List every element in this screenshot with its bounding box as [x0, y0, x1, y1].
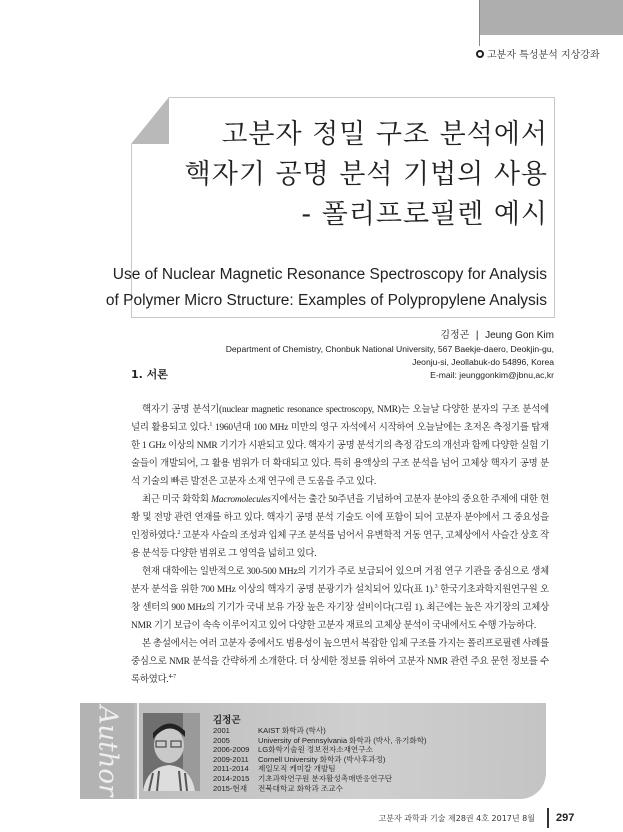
author-section	[0, 703, 623, 799]
paragraph: 본 총설에서는 여러 고분자 중에서도 범용성이 높으면서 복잡한 입체 구조를 가지는 폴리프로필렌 사례를 중심으로 NMR 분석을 간략하게 소개한다. 더 상세한 정보를 위하여 고분자 NMR 관련 주요 문헌 정보를 수록하였다.$^{4-7}$	[131, 639, 549, 685]
career-list	[213, 726, 427, 793]
affiliation-line-1: Department of Chemistry, Chonbuk National University, 567 Baekje-daero, Deokjin-gu,	[225, 344, 554, 354]
series-label-text: 고분자 특성분석 지상강좌	[487, 50, 600, 61]
career-item: 2006-2009 LG화학기술원 정보전자소재연구소	[213, 745, 373, 755]
title-korean-line-2: 핵자기 공명 분석 기법의 사용	[184, 159, 548, 190]
bullet-icon	[476, 50, 484, 58]
folded-corner-icon	[131, 97, 169, 144]
author-name-en: Jeung Gon Kim	[485, 330, 554, 341]
author-box-name: 김정곤	[213, 715, 241, 726]
series-label	[476, 46, 600, 61]
footer	[0, 808, 623, 832]
page-number: 297	[556, 812, 575, 824]
author-email: E-mail: jeunggonkim@jbnu,ac,kr	[430, 370, 554, 380]
career-item: 2009-2011 Cornell University 화학과 (박사후과정)	[213, 754, 386, 764]
paragraph: 최근 미국 화학회 Macromolecules지에서는 출간 50주년을 기념하여 고분자 분야의 중요한 주제에 대한 현황 및 전망 관련 연재를 하고 있다. 핵자기 공명 분석 기술도 이에 포함이 되어 고분자 분야에서 그 중요성을 인정하였다.$^2$ 고분자 사슬의 조성과 입체 구조 분석를 넘어서 유변학적 거동 연구, 고체상에서 사슬간 상호 작용 분석등 다양한 범위로 그 영역을 넓히고 있다.	[131, 495, 549, 559]
main-flow	[0, 401, 623, 832]
byline-separator: |	[475, 330, 479, 341]
footer-divider	[547, 808, 549, 828]
author-divider	[137, 703, 139, 799]
paragraph: 현재 대학에는 일반적으로 300-500 MHz의 기기가 주로 보급되어 있으며 거점 연구 기관을 중심으로 생체 분자 분석을 위한 700 MHz 이상의 핵자기 공명 분광기가 설치되어 있다(표 1).$^3$ 한국기초과학지원연구원 오창 센터의 900 MHz의 기기가 국내 보유 가장 높은 자기장 설비이다(그림 1). 최근에는 높은 자기장의 고체상 NMR 기기 보급이 속속 이루어지고 있어 다양한 고분자 재료의 고체상 분석이 국내에서도 수행 가능하다.	[131, 567, 549, 631]
title-english-line-1: Use of Nuclear Magnetic Resonance Spectroscopy for Analysis	[112, 266, 547, 283]
title-korean-line-3: - 폴리프로필렌 예시	[301, 199, 548, 230]
title-korean-line-1: 고분자 정밀 구조 분석에서	[221, 119, 548, 150]
career-item: 2014-2015 기초과학연구원 분자활성촉매반응연구단	[213, 773, 393, 783]
affiliation-line-2: Jeonju-si, Jeollabuk-do 54896, Korea	[412, 357, 554, 367]
author-byline	[440, 326, 554, 341]
header-bar	[480, 0, 623, 35]
section-heading: 1. 서론	[131, 368, 168, 381]
career-item: 2005 University of Pennsylvania 화학과 (박사, 유기화학)	[213, 735, 427, 745]
paragraph: 핵자기 공명 분석기(nuclear magnetic resonance spectroscopy, NMR)는 오늘날 다양한 분자의 구조 분석에 널리 활용되고 있다.$^1$ 1960년대 100 MHz 미만의 영구 자석에서 시작하여 오늘날에는 초저온 측정기를 탑재한 1 GHz 이상의 NMR 기기가 시판되고 있다. 핵자기 공명 분석기의 측정 감도의 개선과 함께 다양한 실험 기술들이 개발되어, 그 활용 범위가 더 확대되고 있다. 특히 용액상의 구조 분석을 넘어 고체상 핵자기 공명 분석 기술의 빠른 발전은 고분자 소재 연구에 큰 도움을 주고 있다.	[131, 405, 549, 487]
header-divider	[479, 0, 480, 46]
career-item: 2011-2014 제일모직 케미칼 개발팀	[213, 764, 336, 774]
author-label: Author	[92, 705, 123, 797]
title-english-line-2: of Polymer Micro Structure: Examples of Polypropylene Analysis	[105, 292, 547, 309]
author-photo	[143, 713, 200, 791]
footer-journal: 고분자 과학과 기술 제28권 4호 2017년 8월	[378, 814, 535, 823]
body-text	[131, 401, 549, 689]
career-item: 2015-현재 전북대학교 화학과 조교수	[213, 783, 343, 793]
career-item: 2001 KAIST 화학과 (학사)	[213, 726, 326, 735]
author-name-ko: 김정곤	[440, 330, 470, 341]
